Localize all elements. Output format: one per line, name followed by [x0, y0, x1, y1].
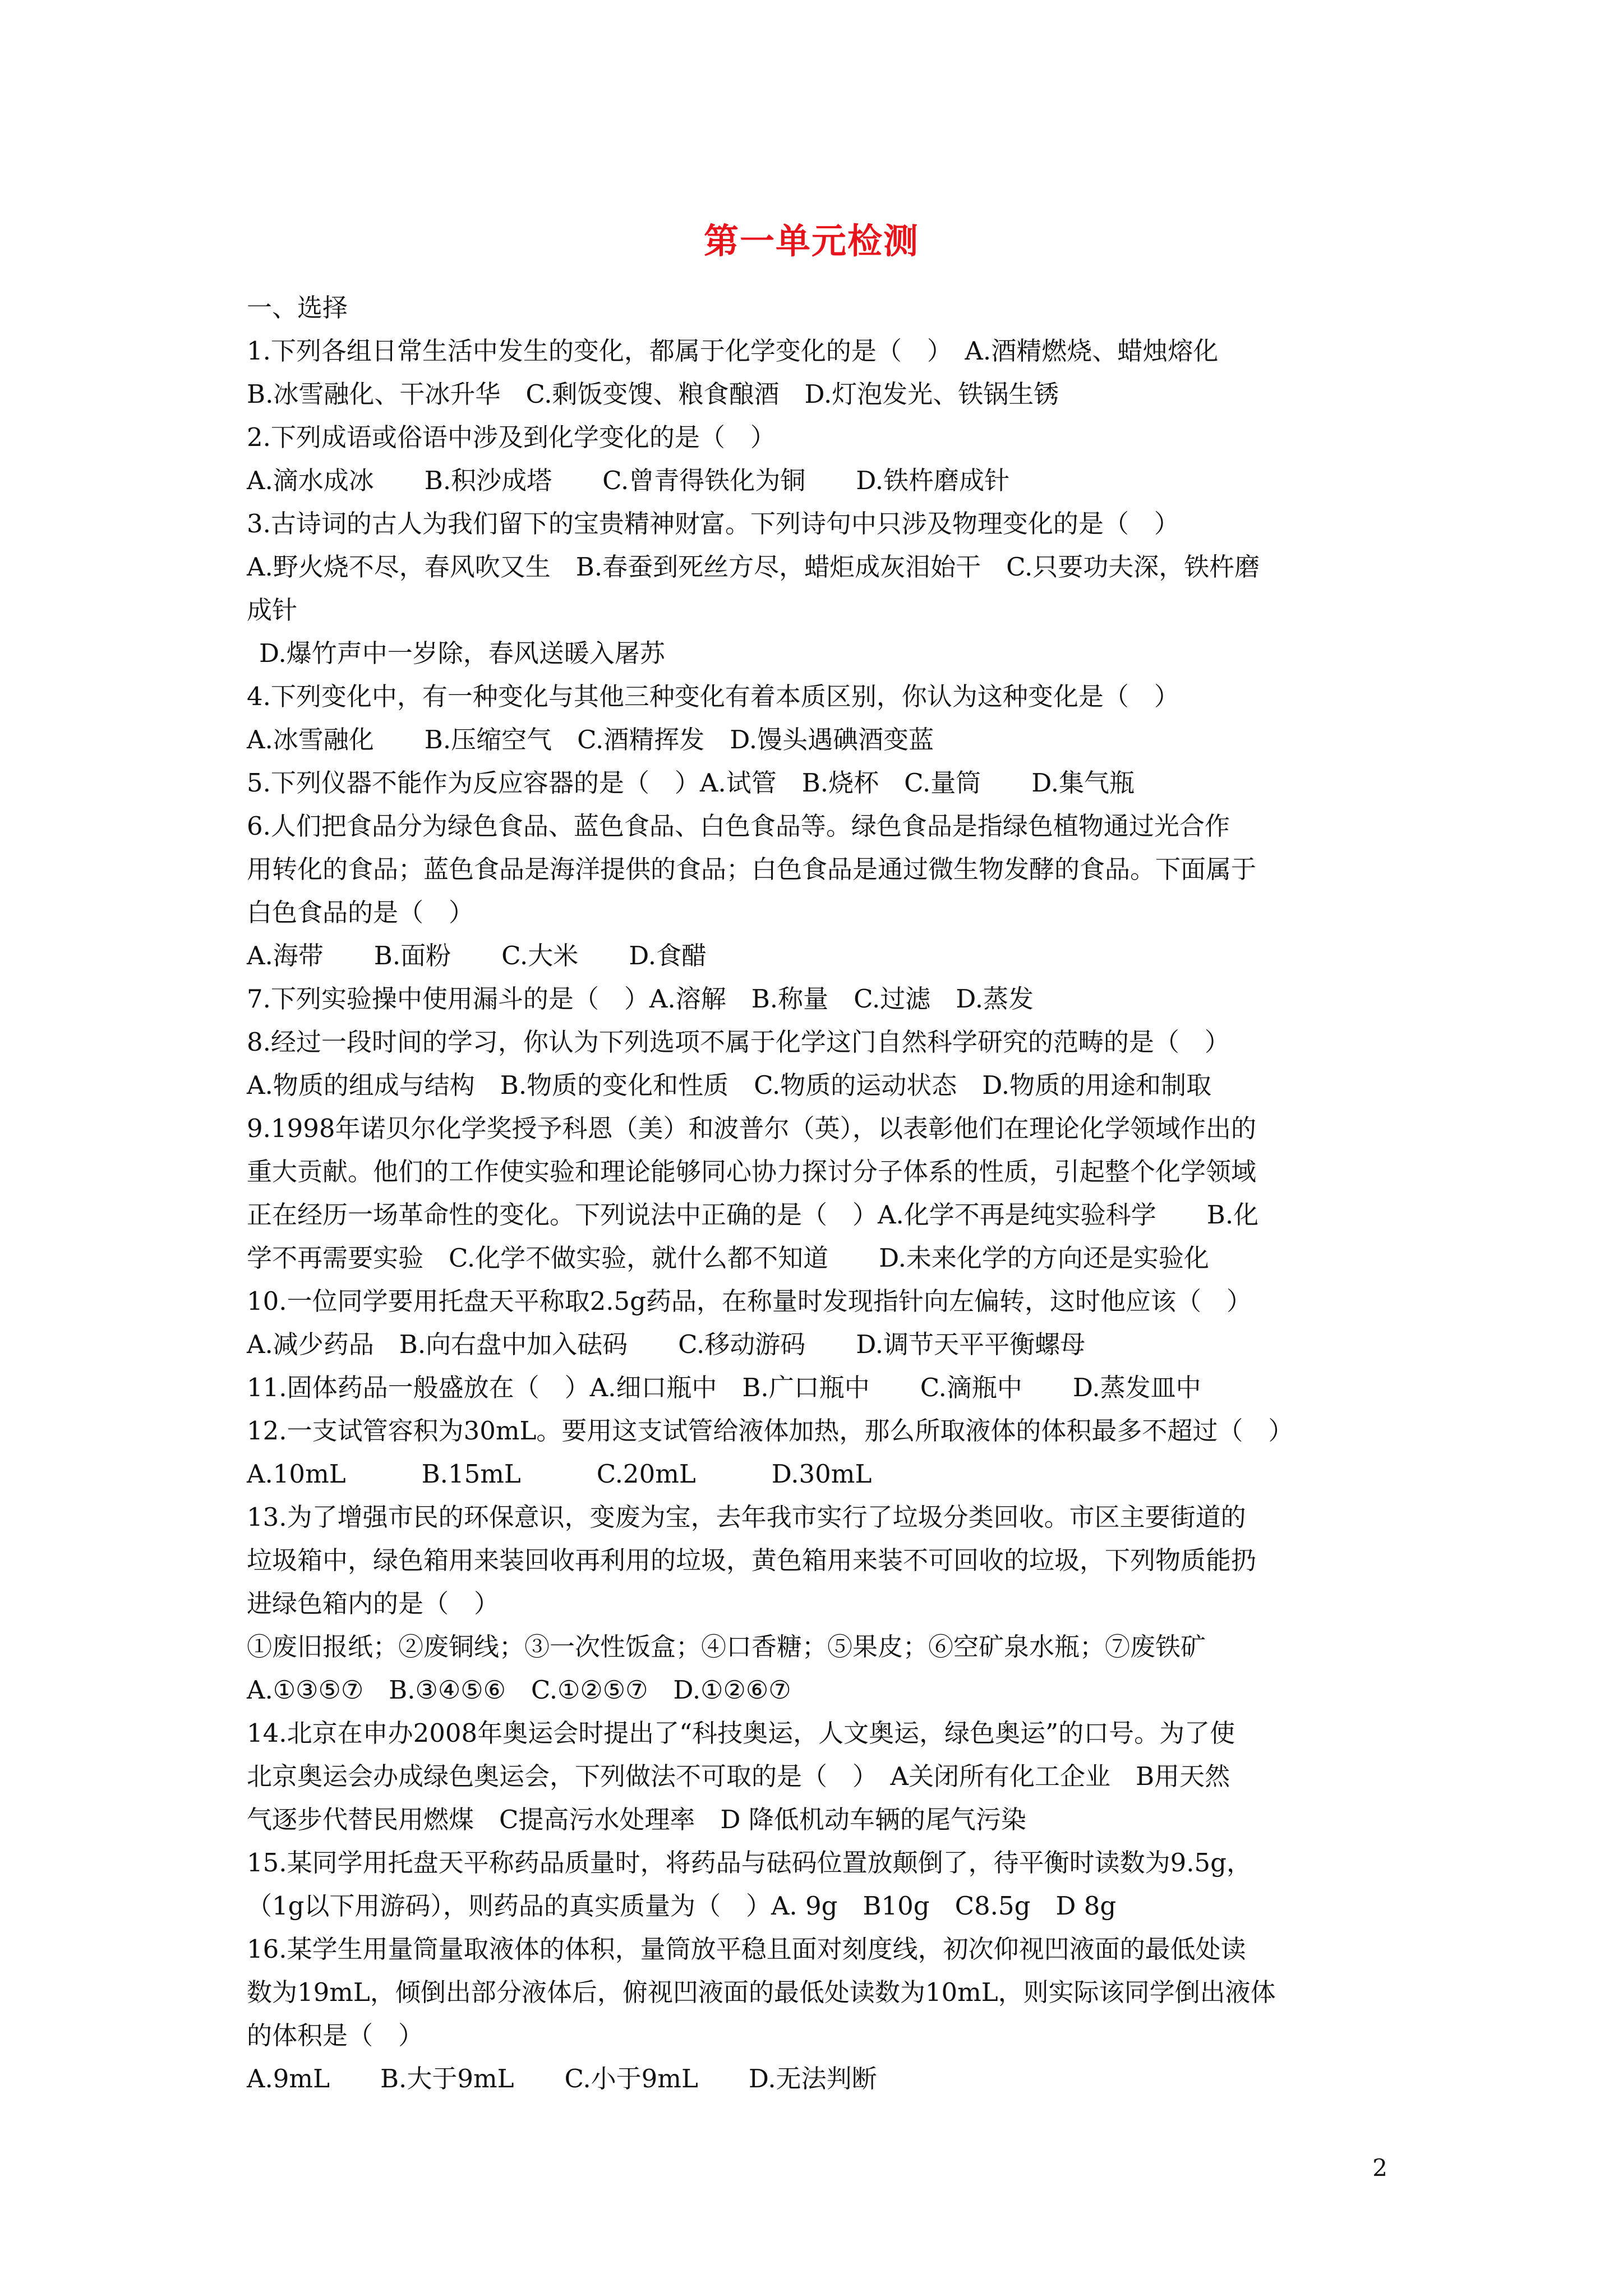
question-1-options: B.冰雪融化、干冰升华 C.剩饭变馊、粮食酿酒 D.灯泡发光、铁锅生锈	[247, 379, 1059, 409]
question-14-options: 气逐步代替民用燃煤 C提高污水处理率 D 降低机动车辆的尾气污染	[247, 1805, 1026, 1834]
question-13: 13.为了增强市民的环保意识，变废为宝，去年我市实行了垃圾分类回收。市区主要街道的	[247, 1502, 1246, 1532]
question-1: 1.下列各组日常生活中发生的变化，都属于化学变化的是（ ） A.酒精燃烧、蜡烛熔化	[247, 336, 1219, 366]
question-3-options-cont: 成针	[247, 595, 298, 625]
question-16-cont-2: 的体积是（ ）	[247, 2021, 424, 2050]
question-4-options: A.冰雪融化 B.压缩空气 C.酒精挥发 D.馒头遇碘酒变蓝	[247, 725, 934, 754]
question-9-options: 学不再需要实验 C.化学不做实验，就什么都不知道 D.未来化学的方向还是实验化	[247, 1243, 1209, 1273]
question-13-options: A.①③⑤⑦ B.③④⑤⑥ C.①②⑤⑦ D.①②⑥⑦	[247, 1675, 791, 1705]
question-10-options: A.减少药品 B.向右盘中加入砝码 C.移动游码 D.调节天平平衡螺母	[247, 1329, 1086, 1359]
question-13-cont: 垃圾箱中，绿色箱用来装回收再利用的垃圾，黄色箱用来装不可回收的垃圾，下列物质能扔	[247, 1545, 1257, 1575]
question-16: 16.某学生用量筒量取液体的体积，量筒放平稳且面对刻度线，初次仰视凹液面的最低处读	[247, 1934, 1246, 1964]
question-12: 12.一支试管容积为30mL。要用这支试管给液体加热，那么所取液体的体积最多不超过（ ）	[247, 1416, 1294, 1446]
question-11: 11.固体药品一般盛放在（ ）A.细口瓶中 B.广口瓶中 C.滴瓶中 D.蒸发皿中	[247, 1373, 1201, 1402]
question-13-items: ①废旧报纸；②废铜线；③一次性饭盒；④口香糖；⑤果皮；⑥空矿泉水瓶；⑦废铁矿	[247, 1632, 1206, 1662]
question-5: 5.下列仪器不能作为反应容器的是（ ）A.试管 B.烧杯 C.量筒 D.集气瓶	[247, 768, 1135, 798]
question-12-options: A.10mL B.15mL C.20mL D.30mL	[247, 1459, 872, 1489]
question-3-options: A.野火烧不尽，春风吹又生 B.春蚕到死丝方尽，蜡炬成灰泪始干 C.只要功夫深，铁杵磨	[247, 552, 1260, 582]
question-7: 7.下列实验操中使用漏斗的是（ ）A.溶解 B.称量 C.过滤 D.蒸发	[247, 984, 1034, 1014]
question-6-options: A.海带 B.面粉 C.大米 D.食醋	[247, 941, 707, 970]
question-16-cont: 数为19mL，倾倒出部分液体后，俯视凹液面的最低处读数为10mL，则实际该同学倒出液体	[247, 1977, 1276, 2007]
question-13-cont-2: 进绿色箱内的是（ ）	[247, 1589, 500, 1618]
question-14-cont: 北京奥运会办成绿色奥运会，下列做法不可取的是（ ） A关闭所有化工企业 B用天然	[247, 1761, 1230, 1791]
question-6-cont-2: 白色食品的是（ ）	[247, 898, 474, 927]
question-3-option-d: D.爆竹声中一岁除，春风送暖入屠苏	[259, 638, 665, 668]
question-2: 2.下列成语或俗语中涉及到化学变化的是（ ）	[247, 422, 776, 452]
section-heading: 一、选择	[247, 293, 348, 323]
question-15-options: （1g以下用游码），则药品的真实质量为（ ）A. 9g B10g C8.5g D 8g	[247, 1891, 1117, 1921]
question-9-cont-2: 正在经历一场革命性的变化。下列说法中正确的是（ ）A.化学不再是纯实验科学 B.化	[247, 1200, 1259, 1230]
question-8-options: A.物质的组成与结构 B.物质的变化和性质 C.物质的运动状态 D.物质的用途和制取	[247, 1070, 1212, 1100]
page-title: 第一单元检测	[703, 220, 919, 261]
question-2-options: A.滴水成冰 B.积沙成塔 C.曾青得铁化为铜 D.铁杵磨成针	[247, 466, 1010, 495]
question-14: 14.北京在申办2008年奥运会时提出了“科技奥运，人文奥运，绿色奥运”的口号。为了使	[247, 1718, 1235, 1748]
question-9: 9.1998年诺贝尔化学奖授予科恩（美）和波普尔（英），以表彰他们在理论化学领域作出的	[247, 1114, 1256, 1143]
question-4: 4.下列变化中，有一种变化与其他三种变化有着本质区别，你认为这种变化是（ ）	[247, 682, 1179, 711]
question-body	[247, 286, 1402, 2100]
question-6-cont: 用转化的食品；蓝色食品是海洋提供的食品；白色食品是通过微生物发酵的食品。下面属于	[247, 854, 1257, 884]
page-number: 2	[1372, 2154, 1387, 2182]
question-15: 15.某同学用托盘天平称药品质量时，将药品与砝码位置放颠倒了，待平衡时读数为9.5g，	[247, 1848, 1252, 1878]
question-3: 3.古诗词的古人为我们留下的宝贵精神财富。下列诗句中只涉及物理变化的是（ ）	[247, 509, 1179, 539]
question-10: 10.一位同学要用托盘天平称取2.5g药品，在称量时发现指针向左偏转，这时他应该（ ）	[247, 1286, 1252, 1316]
question-16-options: A.9mL B.大于9mL C.小于9mL D.无法判断	[247, 2064, 877, 2093]
question-8: 8.经过一段时间的学习，你认为下列选项不属于化学这门自然科学研究的范畴的是（ ）	[247, 1027, 1230, 1057]
question-9-cont: 重大贡献。他们的工作使实验和理论能够同心协力探讨分子体系的性质，引起整个化学领域	[247, 1157, 1257, 1186]
question-6: 6.人们把食品分为绿色食品、蓝色食品、白色食品等。绿色食品是指绿色植物通过光合作	[247, 811, 1230, 841]
